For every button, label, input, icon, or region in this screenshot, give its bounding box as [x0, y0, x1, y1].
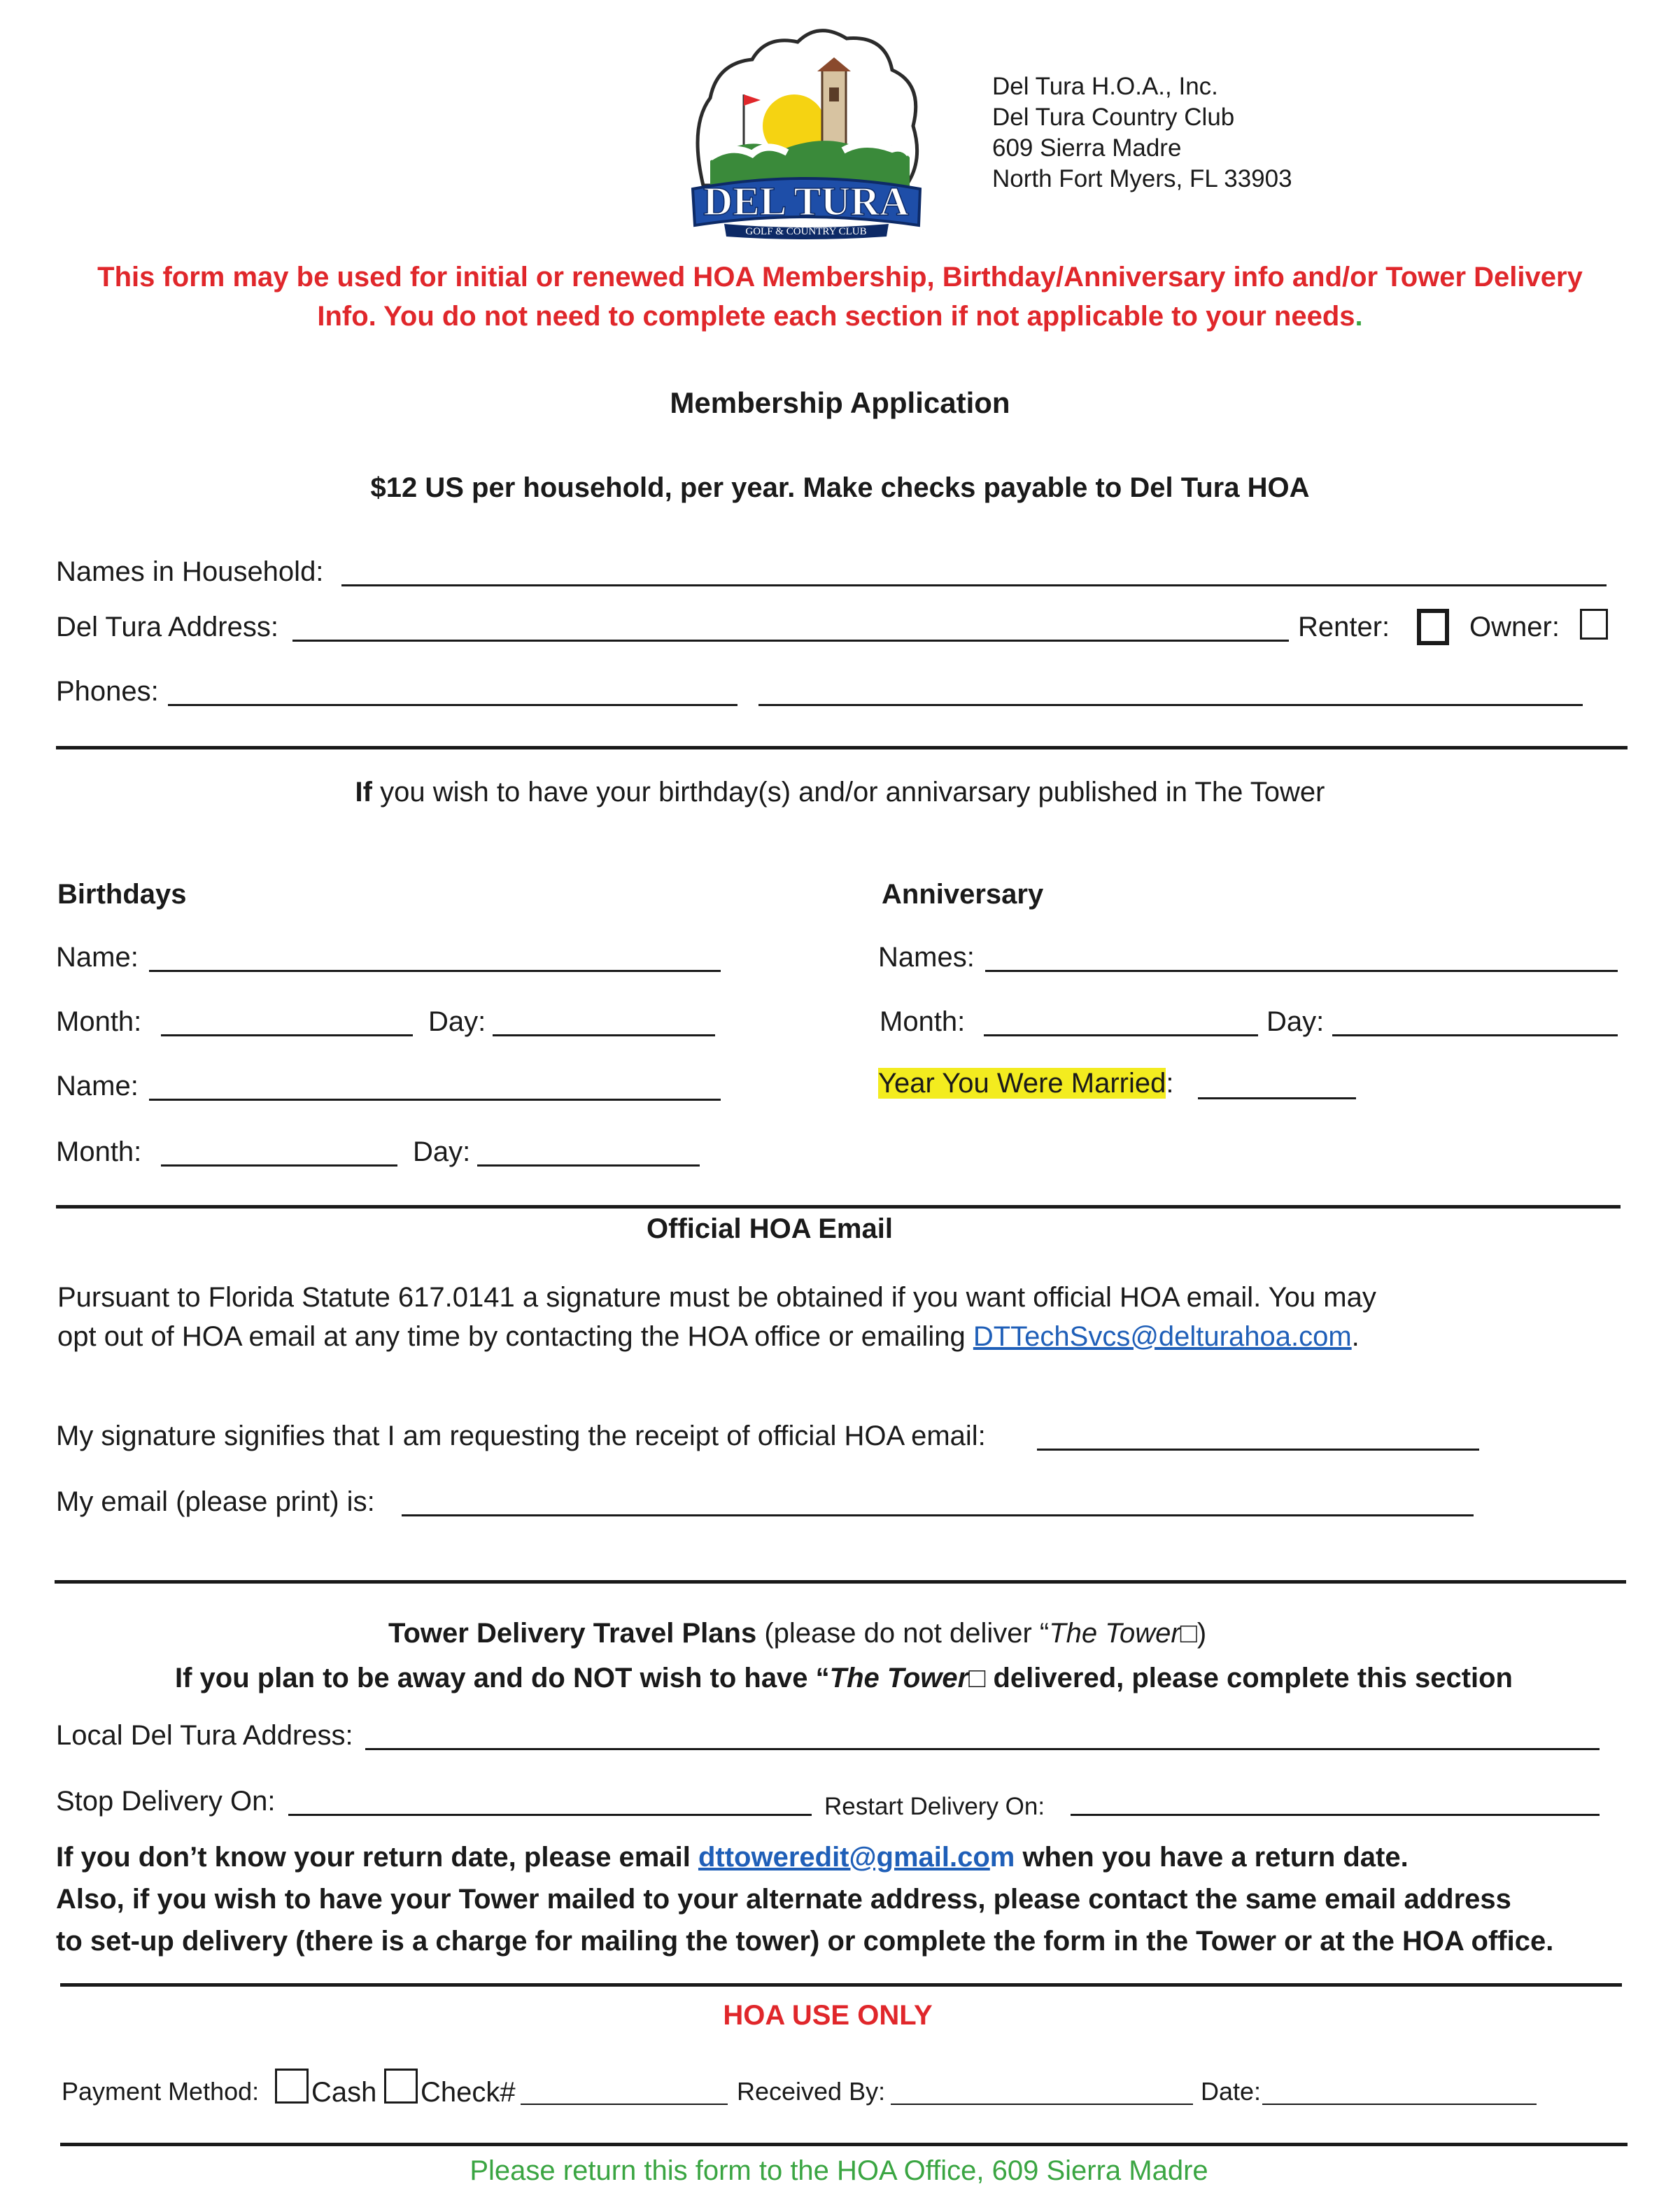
local-address-field[interactable] — [365, 1748, 1600, 1750]
birthday-2-name-label: Name: — [56, 1071, 139, 1101]
payment-method-label: Payment Method: — [62, 2077, 260, 2106]
logo-graphic — [682, 21, 927, 241]
cash-checkbox[interactable] — [275, 2069, 309, 2104]
birthday-1-month-field[interactable] — [161, 1034, 413, 1036]
anniversary-month-label: Month: — [880, 1006, 966, 1037]
del-tura-logo — [682, 21, 927, 241]
check-number-field[interactable] — [521, 2104, 728, 2105]
birthday-2-month-label: Month: — [56, 1136, 142, 1167]
return-form-note: Please return this form to the HOA Office, 609 Sierra Madre — [470, 2155, 1208, 2186]
alternate-address-line-2: to set-up delivery (there is a charge for mailing the tower) or complete the form in the Tower or at the HOA office. — [56, 1926, 1554, 1957]
anniversary-day-label: Day: — [1266, 1006, 1325, 1037]
anniversary-heading: Anniversary — [882, 879, 1044, 910]
org-address — [992, 71, 1292, 195]
tower-email-link[interactable]: dttoweredit@gmail.co — [698, 1842, 990, 1873]
signature-field[interactable] — [1037, 1449, 1479, 1451]
birthday-1-month-label: Month: — [56, 1006, 142, 1037]
return-date-instructions: If you don’t know your return date, please email dttoweredit@gmail.com when you have a return date. — [56, 1842, 1409, 1873]
birthday-2-month-field[interactable] — [161, 1164, 397, 1167]
names-in-household-field[interactable] — [341, 584, 1607, 586]
anniversary-day-field[interactable] — [1332, 1034, 1618, 1036]
names-in-household-label: Names in Household: — [56, 556, 324, 587]
local-address-label: Local Del Tura Address: — [56, 1720, 353, 1751]
received-by-label: Received By: — [737, 2077, 886, 2106]
org-city: North Fort Myers, FL 33903 — [992, 165, 1292, 192]
anniversary-month-field-ext — [1229, 1034, 1258, 1036]
notice-line-2: Info. You do not need to complete each section if not applicable to your needs. — [317, 301, 1363, 332]
year-married-label: Year You Were Married: — [878, 1068, 1174, 1099]
cash-label: Cash — [311, 2077, 377, 2108]
logo-subtext: GOLF & COUNTRY CLUB — [745, 226, 867, 237]
birthday-2-day-field[interactable] — [477, 1164, 700, 1167]
org-street: 609 Sierra Madre — [992, 134, 1182, 162]
birthday-2-name-field[interactable] — [149, 1099, 721, 1101]
hoa-use-only-title: HOA USE ONLY — [723, 2000, 933, 2031]
birthday-1-name-label: Name: — [56, 942, 139, 973]
membership-fee: $12 US per household, per year. Make checks payable to Del Tura HOA — [370, 472, 1310, 503]
anniversary-names-label: Names: — [878, 942, 975, 973]
owner-label: Owner: — [1469, 612, 1560, 642]
section-divider — [56, 746, 1628, 749]
year-married-field[interactable] — [1198, 1097, 1356, 1099]
del-tura-address-field[interactable] — [292, 640, 1289, 642]
anniversary-names-field[interactable] — [985, 970, 1618, 972]
alternate-address-line-1: Also, if you wish to have your Tower mailed to your alternate address, please contact the same email address — [56, 1884, 1511, 1915]
org-name: Del Tura H.O.A., Inc. — [992, 73, 1218, 100]
received-by-field[interactable] — [891, 2104, 1193, 2105]
renter-label: Renter: — [1298, 612, 1390, 642]
email-paragraph-line-1: Pursuant to Florida Statute 617.0141 a signature must be obtained if you want official HOA email. You may — [57, 1282, 1376, 1313]
membership-title: Membership Application — [670, 386, 1010, 419]
date-field[interactable] — [1262, 2104, 1537, 2105]
renter-checkbox[interactable] — [1417, 609, 1449, 645]
birthdays-heading: Birthdays — [57, 879, 187, 910]
email-print-label: My email (please print) is: — [56, 1486, 375, 1517]
org-club: Del Tura Country Club — [992, 104, 1235, 131]
email-print-field[interactable] — [402, 1514, 1474, 1516]
restart-delivery-field[interactable] — [1071, 1814, 1600, 1816]
birthday-2-day-label: Day: — [413, 1136, 471, 1167]
celebrations-intro: If you wish to have your birthday(s) and/or annivarsary published in The Tower — [355, 777, 1325, 808]
phones-label: Phones: — [56, 676, 159, 707]
tower-section-title: Tower Delivery Travel Plans (please do not deliver “The Tower□) — [388, 1618, 1207, 1649]
birthday-1-day-field[interactable] — [493, 1034, 715, 1036]
email-section-title: Official HOA Email — [647, 1213, 893, 1244]
section-divider — [56, 1205, 1621, 1209]
birthday-1-day-label: Day: — [428, 1006, 486, 1037]
email-paragraph-line-2: opt out of HOA email at any time by contacting the HOA office or emailing DTTechSvcs@delturahoa.com. — [57, 1321, 1360, 1352]
tower-section-subtitle: If you plan to be away and do NOT wish to have “The Tower□ delivered, please complete this section — [175, 1663, 1513, 1693]
signature-label: My signature signifies that I am requesting the receipt of official HOA email: — [56, 1421, 986, 1451]
check-checkbox[interactable] — [384, 2069, 418, 2104]
section-divider — [55, 1580, 1626, 1584]
section-divider — [60, 2143, 1628, 2146]
stop-delivery-label: Stop Delivery On: — [56, 1786, 276, 1817]
stop-delivery-field[interactable] — [288, 1814, 812, 1816]
form-notice — [0, 258, 1680, 336]
phone-2-field[interactable] — [758, 704, 1583, 706]
section-divider — [60, 1983, 1622, 1987]
anniversary-month-field[interactable] — [984, 1034, 1257, 1036]
restart-delivery-label: Restart Delivery On: — [824, 1793, 1045, 1820]
notice-line-1: This form may be used for initial or renewed HOA Membership, Birthday/Anniversary info and/or Tower Delivery — [97, 262, 1583, 293]
logo-wordmark: DEL TURA — [703, 178, 909, 224]
del-tura-address-label: Del Tura Address: — [56, 612, 278, 642]
owner-checkbox[interactable] — [1580, 609, 1608, 640]
tech-services-email-link[interactable]: DTTechSvcs@delturahoa.com — [973, 1321, 1352, 1352]
date-label: Date: — [1201, 2077, 1262, 2106]
email-statute-paragraph — [57, 1278, 1376, 1356]
birthday-1-name-field[interactable] — [149, 970, 721, 972]
check-number-label: Check# — [421, 2077, 516, 2108]
phone-1-field[interactable] — [168, 704, 737, 706]
